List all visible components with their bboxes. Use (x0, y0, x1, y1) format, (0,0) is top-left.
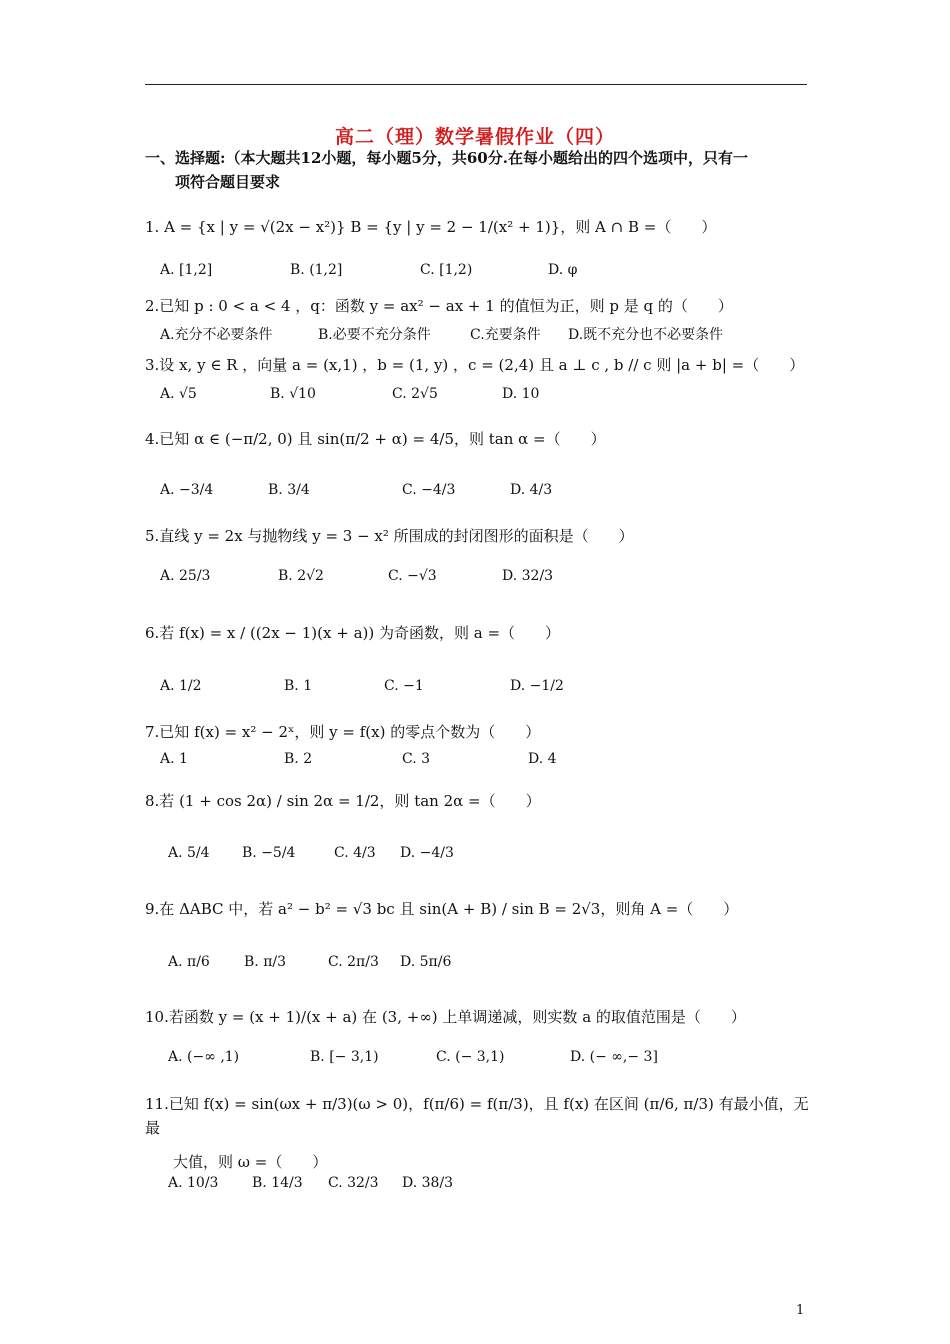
option-a: A. √5 (160, 386, 197, 402)
option-a: A.充分不必要条件 (160, 327, 273, 343)
option-a: A. 1 (160, 751, 188, 767)
option-a: A. 10/3 (168, 1175, 219, 1191)
option-b: B.必要不充分条件 (318, 327, 431, 343)
option-a: A. 1/2 (160, 678, 202, 694)
option-b: B. π/3 (244, 954, 287, 970)
option-b: B. 2√2 (278, 568, 324, 584)
option-d: D.既不充分也不必要条件 (568, 327, 724, 343)
page-number: 1 (796, 1303, 805, 1318)
option-b: B. 1 (284, 678, 313, 694)
question-3-stem: 3.设 x, y ∈ R ，向量 a = (x,1) ，b = (1, y) ，c = (2,4) 且 a ⊥ c , b // c 则 |a + b| =（ ） (145, 356, 805, 374)
question-6-stem: 6.若 f(x) = x / ((2x − 1)(x + a)) 为奇函数，则 a =（ ） (145, 624, 561, 642)
question-11-line2: 大值，则 ω =（ ） (173, 1153, 328, 1171)
section-heading-line2: 项符合题目要求 (175, 173, 281, 191)
option-a: A. 5/4 (168, 845, 210, 861)
option-c: C. [1,2) (420, 262, 473, 278)
option-a: A. −3/4 (160, 482, 214, 498)
option-d: D. 38/3 (402, 1175, 454, 1191)
option-d: D. (− ∞,− 3] (570, 1049, 658, 1065)
option-c: C. −1 (384, 678, 424, 694)
option-c: C. −4/3 (402, 482, 456, 498)
question-11-line1: 11.已知 f(x) = sin(ωx + π/3)(ω > 0)，f(π/6) = f(π/3)，且 f(x) 在区间 (π/6, π/3) 有最小值，无最 (145, 1095, 809, 1137)
option-d: D. φ (548, 262, 578, 278)
option-c: C. 2√5 (392, 386, 438, 402)
option-a: A. [1,2] (160, 262, 213, 278)
question-8-stem: 8.若 (1 + cos 2α) / sin 2α = 1/2，则 tan 2α =（ ） (145, 792, 541, 810)
option-d: D. 4 (528, 751, 557, 767)
option-c: C. 3 (402, 751, 431, 767)
question-2-stem: 2.已知 p : 0 < a < 4 ，q：函数 y = ax² − ax + 1 的值恒为正，则 p 是 q 的（ ） (145, 297, 733, 315)
question-4-stem: 4.已知 α ∈ (−π/2, 0) 且 sin(π/2 + α) = 4/5，则 tan α =（ ） (145, 430, 606, 448)
option-d: D. −1/2 (510, 678, 564, 694)
option-a: A. (−∞ ,1) (168, 1049, 240, 1065)
option-d: D. 4/3 (510, 482, 553, 498)
option-d: D. 32/3 (502, 568, 554, 584)
option-d: D. 10 (502, 386, 540, 402)
option-c: C. 2π/3 (328, 954, 379, 970)
option-a: A. 25/3 (160, 568, 211, 584)
question-1-stem: 1. A = {x | y = √(2x − x²)} B = {y | y = 2 − 1/(x² + 1)}，则 A ∩ B =（ ） (145, 218, 717, 236)
option-b: B. −5/4 (242, 845, 296, 861)
option-b: B. 3/4 (268, 482, 310, 498)
option-c: C. −√3 (388, 568, 437, 584)
option-b: B. 14/3 (252, 1175, 303, 1191)
section-heading-line1: 一、选择题:（本大题共12小题，每小题5分，共60分.在每小题给出的四个选项中，只有一 (145, 149, 748, 167)
question-10-stem: 10.若函数 y = (x + 1)/(x + a) 在 (3, +∞) 上单调递减，则实数 a 的取值范围是（ ） (145, 1008, 746, 1026)
option-c: C.充要条件 (470, 327, 541, 343)
option-b: B. [− 3,1) (310, 1049, 379, 1065)
option-c: C. (− 3,1) (436, 1049, 505, 1065)
question-7-stem: 7.已知 f(x) = x² − 2ˣ，则 y = f(x) 的零点个数为（ ） (145, 723, 541, 741)
question-11-stem (145, 1092, 810, 1174)
option-b: B. 2 (284, 751, 313, 767)
option-c: C. 4/3 (334, 845, 376, 861)
section-heading (145, 146, 810, 194)
option-d: D. −4/3 (400, 845, 454, 861)
option-b: B. √10 (270, 386, 316, 402)
question-5-stem: 5.直线 y = 2x 与抛物线 y = 3 − x² 所围成的封闭图形的面积是（ ） (145, 527, 634, 545)
option-d: D. 5π/6 (400, 954, 452, 970)
header-rule (145, 84, 807, 85)
question-9-stem: 9.在 ΔABC 中，若 a² − b² = √3 bc 且 sin(A + B) / sin B = 2√3，则角 A =（ ） (145, 900, 739, 918)
page-title: 高二（理）数学暑假作业（四） (334, 126, 615, 148)
option-a: A. π/6 (168, 954, 210, 970)
option-c: C. 32/3 (328, 1175, 379, 1191)
option-b: B. (1,2] (290, 262, 343, 278)
